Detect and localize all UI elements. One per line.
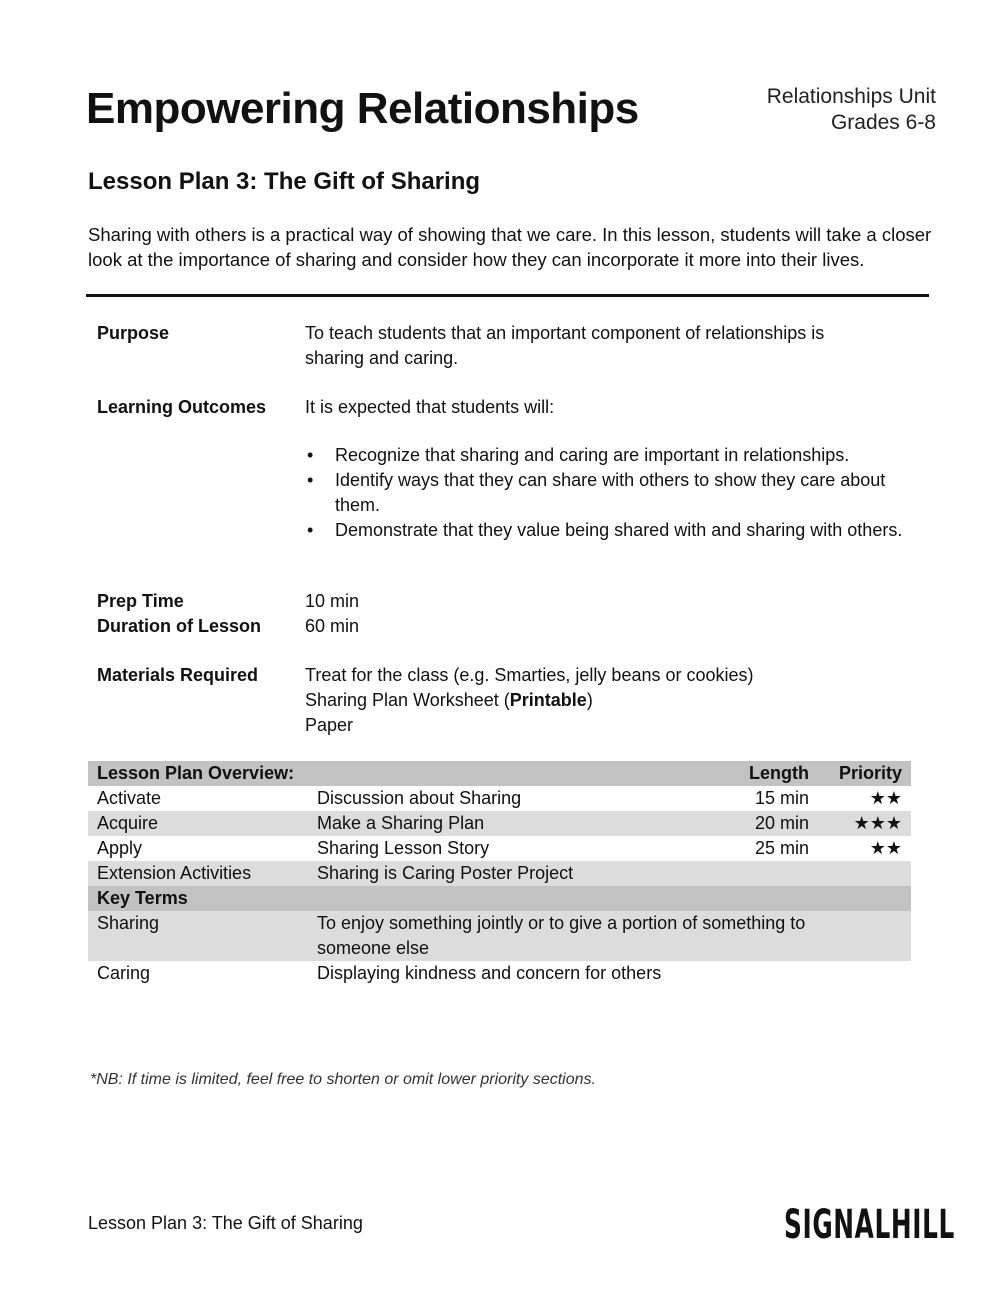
activity-cell: Sharing is Caring Poster Project [317, 863, 574, 883]
printable-link[interactable]: Printable [509, 690, 587, 710]
purpose-text: To teach students that an important component of relationships is sharing and caring. [305, 323, 825, 368]
phase-cell: Apply [97, 838, 143, 858]
outcomes-lead: It is expected that students will: [305, 397, 555, 417]
length-header: Length [749, 763, 809, 783]
unit-name: Relationships Unit [766, 85, 936, 108]
definition-cell: To enjoy something jointly or to give a portion of something to someone else [317, 913, 806, 958]
doc-title: Empowering Relationships [86, 84, 639, 133]
table-row [88, 811, 911, 836]
materials-list [305, 663, 905, 738]
phase-cell: Acquire [97, 813, 159, 833]
list-item: • Identify ways that they can share with others to show they care about them. [305, 468, 905, 518]
lesson-title: Lesson Plan 3: The Gift of Sharing [88, 168, 481, 195]
length-cell: 25 min [754, 838, 809, 858]
divider [86, 294, 929, 297]
signalhill-logo: SIGNALHILL [784, 1202, 955, 1248]
footer-text: Lesson Plan 3: The Gift of Sharing [88, 1213, 363, 1233]
priority-stars: ★★★ [853, 813, 902, 833]
material-text: Sharing Plan Worksheet ( [305, 690, 510, 710]
prep-value: 10 min [305, 591, 360, 611]
table-row [88, 911, 911, 961]
list-item: • Recognize that sharing and caring are important in relationships. [305, 443, 905, 468]
empty-cell [818, 911, 911, 961]
priority-stars: ★★ [869, 838, 902, 858]
overview-table [88, 761, 911, 986]
term-cell: Sharing [97, 913, 160, 933]
outcomes-label: Learning Outcomes [97, 397, 267, 417]
activity-cell: Discussion about Sharing [317, 788, 522, 808]
length-cell: 15 min [754, 788, 809, 808]
key-terms-header: Key Terms [97, 888, 188, 908]
length-cell: 20 min [754, 813, 809, 833]
priority-stars: ★★ [869, 788, 902, 808]
outcomes-body [305, 395, 905, 543]
unit-info [767, 84, 936, 136]
duration-label: Duration of Lesson [97, 616, 262, 636]
material-item: Treat for the class (e.g. Smarties, jelly beans or cookies) [305, 665, 754, 685]
priority-note: *NB: If time is limited, feel free to shorten or omit lower priority sections. [90, 1071, 596, 1088]
prep-label: Prep Time [97, 591, 184, 611]
phase-cell: Activate [97, 788, 162, 808]
purpose-label: Purpose [97, 323, 170, 343]
material-item: Paper [305, 715, 354, 735]
grade-range: Grades 6-8 [830, 111, 936, 134]
definition-cell: Displaying kindness and concern for others [317, 963, 662, 983]
priority-stars [818, 861, 911, 886]
list-item: • Demonstrate that they value being shared with and sharing with others. [305, 518, 905, 543]
outcomes-list [305, 443, 905, 543]
overview-header-row [88, 761, 911, 786]
materials-label: Materials Required [97, 665, 259, 685]
activity-cell: Make a Sharing Plan [317, 813, 485, 833]
term-cell: Caring [97, 963, 151, 983]
table-row [88, 961, 911, 986]
material-text: ) [586, 690, 593, 710]
material-item [305, 688, 905, 713]
length-cell [728, 861, 818, 886]
overview-header: Lesson Plan Overview: [97, 763, 295, 783]
key-terms-header-row [88, 886, 911, 911]
table-row [88, 861, 911, 886]
priority-header: Priority [838, 763, 902, 783]
duration-value: 60 min [305, 616, 360, 636]
intro-paragraph: Sharing with others is a practical way of showing that we care. In this lesson, students will take a closer look at the importance of sharing and consider how they can incorporate it more into their lives. [88, 224, 932, 270]
phase-cell: Extension Activities [97, 863, 252, 883]
table-row [88, 786, 911, 811]
table-row [88, 836, 911, 861]
activity-cell: Sharing Lesson Story [317, 838, 490, 858]
